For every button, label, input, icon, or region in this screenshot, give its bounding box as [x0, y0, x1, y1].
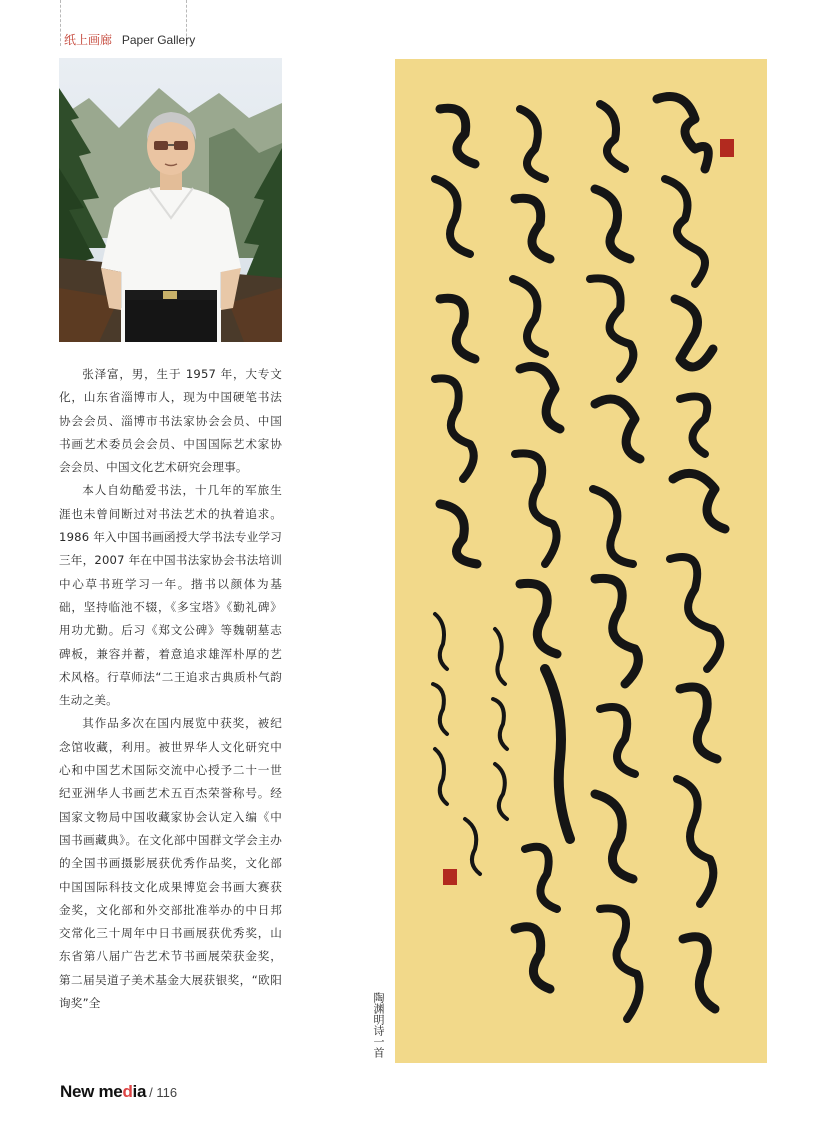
- artwork-caption: 陶渊明诗一首: [372, 992, 385, 1058]
- section-title-en: Paper Gallery: [121, 33, 196, 47]
- biography-paragraph: 其作品多次在国内展览中获奖，被纪念馆收藏，利用。被世界华人文化研究中心和中国艺术国际交流中心授予二十一世纪亚洲华人书画艺术五百杰荣誉称号。经国家文物局中国收藏家协会认定入编《中国书画藏典》。在文化部中国群文学会主办的全国书画摄影展获优秀作品奖，文化部中国国际科技文化成果博览会书画大赛获金奖，文化部和外交部批准举办的中日邦交常化三十周年中日书画展获优秀奖，山东省第八届广告艺术节书画展荣获金奖，第二届吴道子美术基金大展获银奖，“欧阳询奖”全: [59, 716, 282, 1011]
- section-title-cn: 纸上画廊: [64, 33, 113, 47]
- calligraphy-artwork: [395, 59, 767, 1063]
- artist-biography: [59, 363, 282, 1015]
- section-header: [64, 31, 195, 48]
- magazine-logo: New media: [60, 1082, 147, 1101]
- biography-paragraph: 本人自幼酷爱书法，十几年的军旅生涯也未曾间断过对书法艺术的执着追求。1986 年入中国书画函授大学书法专业学习三年，2007 年在中国书法家协会书法培训中心草书班学习一年。揩书以颜体为基础，坚持临池不辍，《多宝塔》《勤礼碑》用功尤勤。后习《郑文公碑》等魏朝墓志碑板，兼容并蓄，着意追求雄浑朴厚的艺术风格。行草师法“二王追求古典质朴气韵生动之美。: [59, 483, 282, 708]
- page-number: / 116: [149, 1085, 178, 1100]
- biography-paragraph: 张泽富，男，生于 1957 年，大专文化，山东省淄博市人，现为中国硬笔书法协会会员、淄博市书法家协会会员、中国书画艺术委员会会员、中国国际艺术家协会会员、中国文化艺术研究会理事。: [59, 367, 282, 475]
- header-divider-left: [60, 0, 62, 46]
- page-footer: [60, 1082, 177, 1102]
- artist-portrait: [59, 58, 282, 342]
